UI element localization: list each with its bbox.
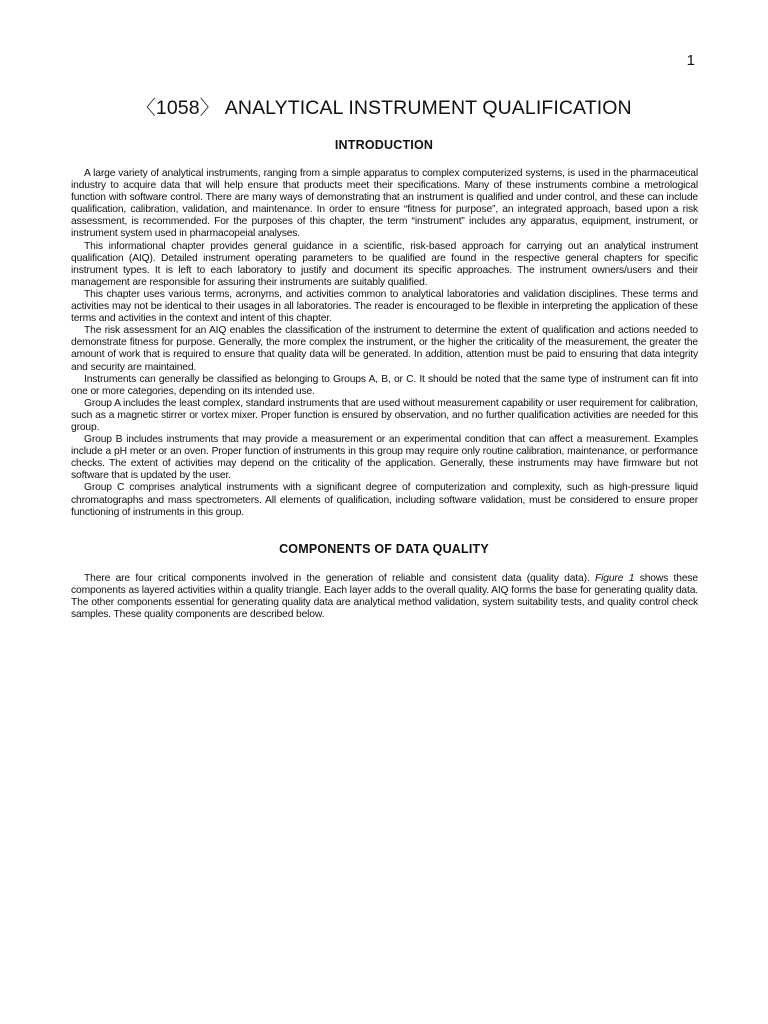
paragraph: This chapter uses various terms, acronyms, and activities common to analytical laboratories and validation disciplines. These terms and activities may not be identical to their usages in all laboratories. The reader is encouraged to be flexible in interpreting the application of these terms and activities in the context and intent of this chapter. [71, 288, 698, 325]
figure-reference: Figure 1 [595, 573, 635, 584]
paragraph: Instruments can generally be classified as belonging to Groups A, B, or C. It should be noted that the same type of instrument can fit into one or more categories, depending on its intended use. [71, 373, 698, 397]
document-title: 〈1058〉 ANALYTICAL INSTRUMENT QUALIFICATION [136, 97, 632, 119]
paragraph-text: There are four critical components involved in the generation of reliable and consistent data (quality data). [84, 573, 595, 584]
page-number: 1 [686, 52, 695, 69]
paragraph: Group B includes instruments that may provide a measurement or an experimental condition that can affect a measurement. Examples include a pH meter or an oven. Proper function of instruments in this group may require only routine calibration, maintenance, or performance checks. The extent of activities may depend on the criticality of the application. Generally, these instruments may have firmware but not software that is updated by the user. [71, 434, 698, 482]
data-quality-heading: COMPONENTS OF DATA QUALITY [279, 542, 489, 556]
paragraph: Group A includes the least complex, standard instruments that are used without measurement capability or user requirement for calibration, such as a magnetic stirrer or vortex mixer. Proper function is ensured by observation, and no further qualification activities are needed for this group. [71, 397, 698, 433]
paragraph: A large variety of analytical instruments, ranging from a simple apparatus to complex computerized systems, is used in the pharmaceutical industry to acquire data that will help ensure that products meet their specifications. Many of these instruments combine a metrological function with software control. There are many ways of demonstrating that an instrument is qualified and under control, and these can include qualification, calibration, validation, and maintenance. In order to ensure “fitness for purpose”, an integrated approach, based upon a risk assessment, is recommended. For the purposes of this chapter, the term “instrument” includes any apparatus, equipment, instrument, or instrument system used in pharmacopeial analyses. [71, 168, 698, 240]
paragraph [71, 573, 698, 621]
paragraph: The risk assessment for an AIQ enables the classification of the instrument to determine the extent of qualification and actions needed to demonstrate fitness for purpose. Generally, the more complex the instrument, or the higher the criticality of the measurement, the greater the amount of work that is required to ensure that quality data will be generated. In addition, attention must be paid to ensuring that data integrity and security are maintained. [71, 325, 698, 373]
introduction-heading: INTRODUCTION [334, 138, 434, 152]
data-quality-body [71, 573, 698, 621]
paragraph: This informational chapter provides general guidance in a scientific, risk-based approach for carrying out an analytical instrument qualification (AIQ). Detailed instrument operating parameters to be qualified are found in the respective general chapters for specific instrument types. It is left to each laboratory to justify and document its specific approaches. The instrument owners/users and their management are responsible for assuring their instruments are suitably qualified. [71, 240, 698, 288]
paragraph-text: shows these components as layered activities within a quality triangle. Each layer adds to the overall quality. AIQ forms the base for generating quality data. The other components essential for generating quality data are analytical method validation, system suitability tests, and quality control check samples. These quality components are described below. [71, 573, 698, 621]
paragraph: Group C comprises analytical instruments with a significant degree of computerization and complexity, such as high-pressure liquid chromatographs and mass spectrometers. All elements of qualification, including software validation, must be considered to ensure proper functioning of instruments in this group. [71, 482, 698, 518]
introduction-body [71, 168, 698, 519]
